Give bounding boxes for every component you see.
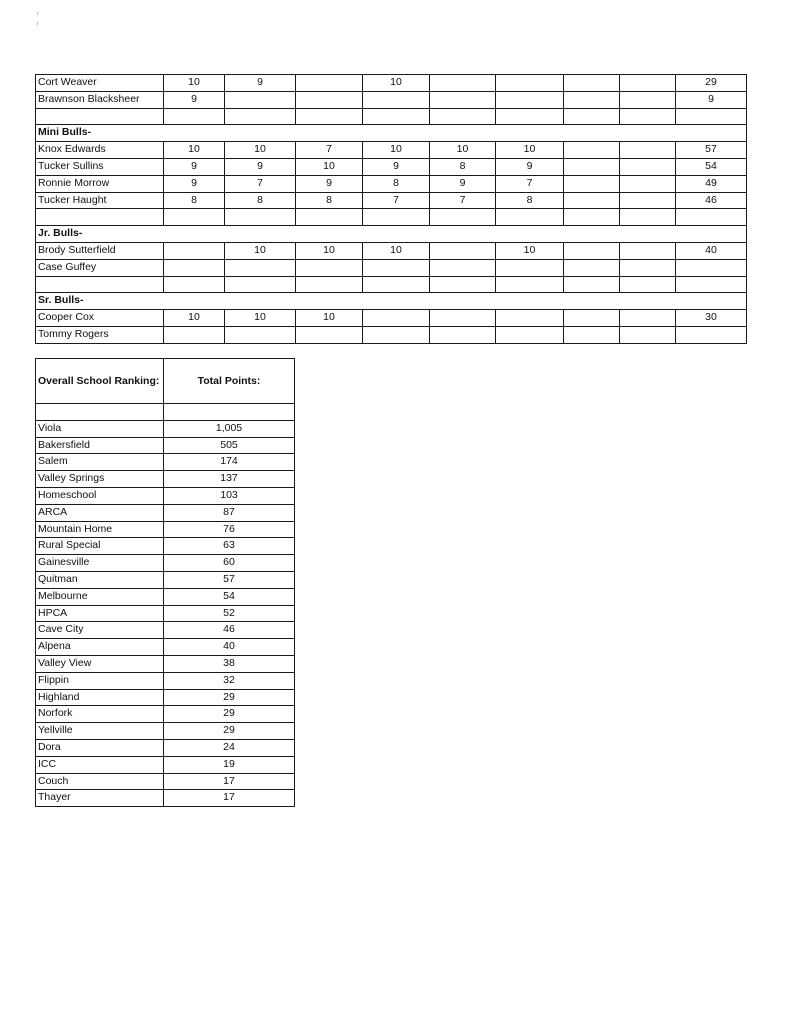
score-cell: 9 [225,75,296,92]
school-points: 32 [164,672,295,689]
score-cell: 9 [430,175,496,192]
ranking-spacer-row [36,404,295,421]
empty-cell [496,209,564,226]
empty-cell [496,276,564,293]
athlete-name: Case Guffey [36,259,164,276]
school-name: Highland [36,689,164,706]
school-name: Flippin [36,672,164,689]
score-cell: 10 [496,142,564,159]
school-name: Cave City [36,622,164,639]
section-label: Jr. Bulls- [36,226,747,243]
school-name: Couch [36,773,164,790]
score-cell [296,259,363,276]
table-row [36,158,747,175]
section-row [36,226,747,243]
score-cell [225,91,296,108]
school-name: Bakersfield [36,437,164,454]
school-points: 17 [164,773,295,790]
empty-cell [564,209,620,226]
score-cell [564,91,620,108]
score-cell [363,259,430,276]
score-cell: 8 [363,175,430,192]
athlete-name: Cort Weaver [36,75,164,92]
score-cell [225,326,296,343]
section-row [36,293,747,310]
score-cell [164,259,225,276]
empty-cell [36,209,164,226]
empty-cell [620,209,676,226]
score-cell [620,158,676,175]
score-cell [164,242,225,259]
school-points: 46 [164,622,295,639]
school-name: ARCA [36,504,164,521]
table-row [36,437,295,454]
ranking-school-header: Overall School Ranking: [36,359,164,404]
scan-speck [37,22,38,25]
table-row [36,259,747,276]
table-row [36,310,747,327]
table-row [36,555,295,572]
empty-cell [430,209,496,226]
table-row [36,723,295,740]
score-cell: 7 [363,192,430,209]
score-cell [564,158,620,175]
score-cell: 8 [430,158,496,175]
table-row [36,242,747,259]
empty-cell [676,209,747,226]
school-points: 19 [164,756,295,773]
score-cell [620,175,676,192]
score-cell [225,259,296,276]
table-row [36,571,295,588]
empty-cell [225,209,296,226]
score-cell [564,326,620,343]
empty-cell [36,276,164,293]
score-cell: 10 [430,142,496,159]
table-row [36,487,295,504]
table-row [36,420,295,437]
score-cell [564,259,620,276]
school-points: 76 [164,521,295,538]
score-cell [620,142,676,159]
section-label: Sr. Bulls- [36,293,747,310]
score-cell [620,75,676,92]
score-cell: 9 [225,158,296,175]
score-cell: 10 [164,142,225,159]
total-cell: 9 [676,91,747,108]
athlete-score-table [35,74,747,344]
score-cell [363,310,430,327]
table-row [36,672,295,689]
school-points: 40 [164,639,295,656]
score-cell [496,259,564,276]
score-cell: 9 [164,175,225,192]
school-name: Valley Springs [36,471,164,488]
empty-cell [164,209,225,226]
score-cell [363,326,430,343]
table-row [36,790,295,807]
athlete-name: Tucker Haught [36,192,164,209]
school-points: 103 [164,487,295,504]
table-row [36,588,295,605]
school-points: 29 [164,723,295,740]
ranking-header-row [36,359,295,404]
total-cell [676,259,747,276]
school-points: 87 [164,504,295,521]
school-name: Homeschool [36,487,164,504]
score-cell [564,142,620,159]
empty-cell [296,209,363,226]
score-cell: 7 [296,142,363,159]
score-cell [430,259,496,276]
score-cell [620,310,676,327]
total-cell: 57 [676,142,747,159]
score-cell: 7 [430,192,496,209]
school-name: ICC [36,756,164,773]
section-label: Mini Bulls- [36,125,747,142]
empty-cell [430,276,496,293]
score-cell [296,326,363,343]
score-cell: 10 [363,75,430,92]
school-points: 505 [164,437,295,454]
school-name: Dora [36,739,164,756]
total-cell [676,326,747,343]
score-cell [296,75,363,92]
score-cell: 7 [496,175,564,192]
table-row [36,75,747,92]
school-points: 29 [164,689,295,706]
empty-cell [164,276,225,293]
score-cell: 10 [296,310,363,327]
table-row [36,773,295,790]
table-row [36,639,295,656]
score-cell: 10 [225,142,296,159]
school-ranking-table [35,358,295,807]
score-cell: 10 [225,310,296,327]
score-cell [620,242,676,259]
school-points: 60 [164,555,295,572]
table-row [36,175,747,192]
school-name: Salem [36,454,164,471]
table-row [36,756,295,773]
table-row [36,538,295,555]
school-name: Mountain Home [36,521,164,538]
empty-cell [36,108,164,125]
school-points: 52 [164,605,295,622]
school-name: HPCA [36,605,164,622]
total-cell: 30 [676,310,747,327]
school-name: Thayer [36,790,164,807]
score-cell: 10 [164,75,225,92]
section-row [36,125,747,142]
total-cell: 29 [676,75,747,92]
table-row [36,521,295,538]
table-row [36,454,295,471]
score-cell: 8 [496,192,564,209]
score-cell [564,242,620,259]
school-points: 38 [164,655,295,672]
school-name: Norfork [36,706,164,723]
score-cell [564,175,620,192]
score-cell [620,192,676,209]
score-cell: 8 [225,192,296,209]
school-points: 29 [164,706,295,723]
table-row [36,326,747,343]
school-name: Quitman [36,571,164,588]
score-cell [620,259,676,276]
spacer-row [36,276,747,293]
score-cell: 9 [164,91,225,108]
table-row [36,504,295,521]
table-row [36,622,295,639]
score-cell: 10 [225,242,296,259]
total-cell: 46 [676,192,747,209]
school-name: Yellville [36,723,164,740]
spacer-row [36,209,747,226]
school-points: 17 [164,790,295,807]
score-cell [430,91,496,108]
total-cell: 54 [676,158,747,175]
school-points: 174 [164,454,295,471]
score-cell: 9 [496,158,564,175]
empty-cell [564,108,620,125]
table-row [36,605,295,622]
empty-cell [430,108,496,125]
empty-cell [363,108,430,125]
score-cell [164,326,225,343]
empty-cell [225,108,296,125]
score-cell: 7 [225,175,296,192]
score-cell: 10 [363,142,430,159]
score-cell [564,75,620,92]
athlete-name: Brody Sutterfield [36,242,164,259]
empty-cell [496,108,564,125]
score-cell [430,326,496,343]
empty-cell [225,276,296,293]
score-cell: 8 [296,192,363,209]
empty-cell [620,276,676,293]
athlete-name: Tucker Sullins [36,158,164,175]
athlete-name: Ronnie Morrow [36,175,164,192]
scan-speck [37,12,38,15]
empty-cell [363,209,430,226]
empty-cell [564,276,620,293]
school-points: 54 [164,588,295,605]
athlete-name: Cooper Cox [36,310,164,327]
school-name: Valley View [36,655,164,672]
total-cell: 49 [676,175,747,192]
score-cell [496,310,564,327]
score-cell [564,192,620,209]
athlete-name: Knox Edwards [36,142,164,159]
score-cell [564,310,620,327]
score-cell [620,326,676,343]
score-cell: 10 [363,242,430,259]
athlete-name: Tommy Rogers [36,326,164,343]
score-cell [430,310,496,327]
school-points: 57 [164,571,295,588]
empty-cell [676,276,747,293]
empty-cell [363,276,430,293]
score-cell [496,326,564,343]
table-row [36,739,295,756]
score-cell [496,91,564,108]
table-row [36,689,295,706]
school-name: Viola [36,420,164,437]
school-points: 63 [164,538,295,555]
table-row [36,471,295,488]
score-cell: 9 [164,158,225,175]
score-cell: 10 [296,158,363,175]
school-points: 1,005 [164,420,295,437]
table-row [36,192,747,209]
table-row [36,91,747,108]
score-cell: 8 [164,192,225,209]
score-cell: 9 [296,175,363,192]
score-cell [430,242,496,259]
score-cell: 10 [296,242,363,259]
table-row [36,706,295,723]
school-name: Rural Special [36,538,164,555]
score-cell: 10 [496,242,564,259]
empty-cell [296,108,363,125]
empty-cell [296,276,363,293]
empty-cell [620,108,676,125]
table-row [36,142,747,159]
school-name: Alpena [36,639,164,656]
score-cell [430,75,496,92]
score-cell [620,91,676,108]
school-name: Melbourne [36,588,164,605]
school-name: Gainesville [36,555,164,572]
school-points: 24 [164,739,295,756]
spacer-row [36,108,747,125]
score-cell: 9 [363,158,430,175]
table-row [36,655,295,672]
empty-cell [164,108,225,125]
score-cell [496,75,564,92]
score-cell [363,91,430,108]
total-cell: 40 [676,242,747,259]
school-points: 137 [164,471,295,488]
empty-cell [676,108,747,125]
athlete-name: Brawnson Blacksheer [36,91,164,108]
ranking-points-header: Total Points: [164,359,295,404]
score-cell [296,91,363,108]
score-cell: 10 [164,310,225,327]
